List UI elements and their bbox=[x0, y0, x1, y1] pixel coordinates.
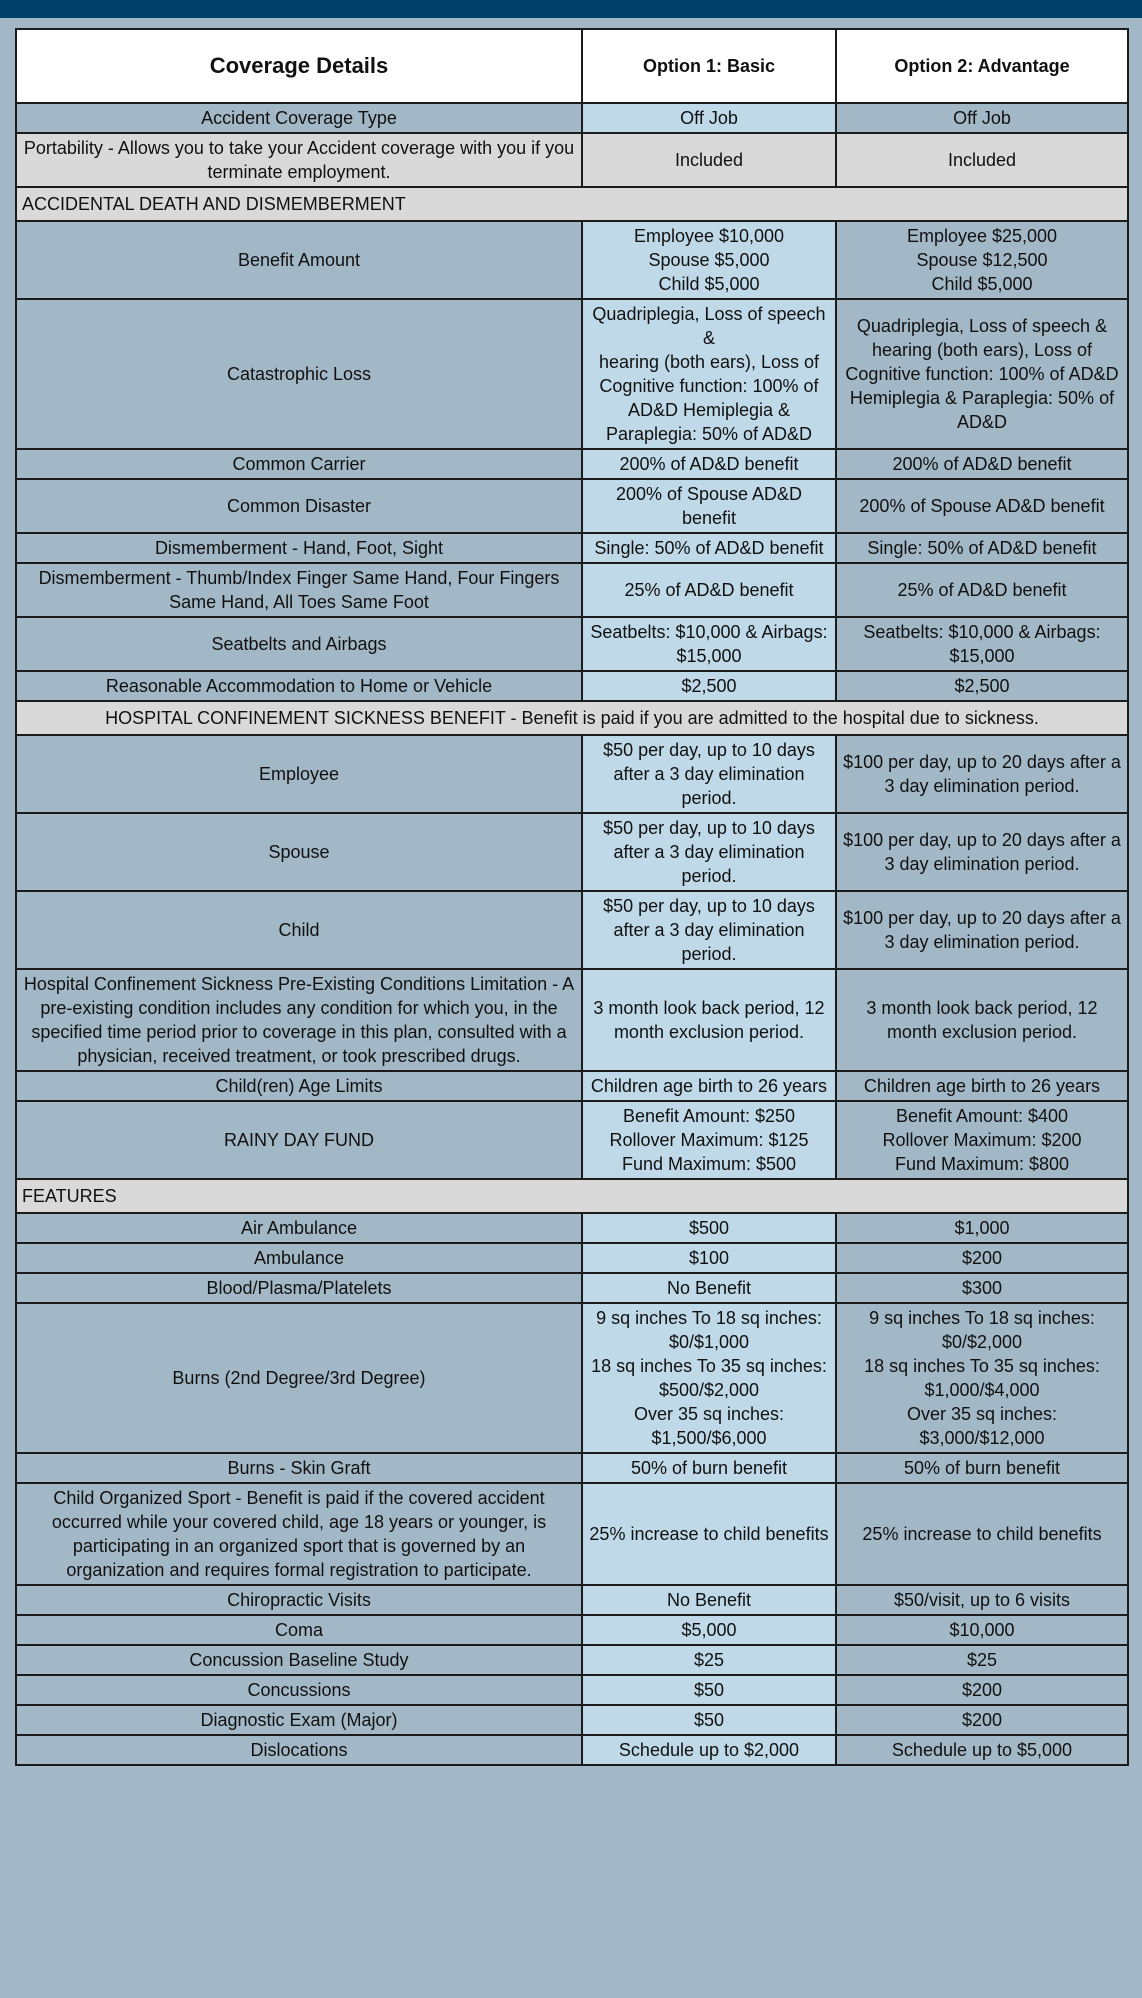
top-banner bbox=[0, 0, 1142, 18]
basic-option-cell: No Benefit bbox=[582, 1585, 836, 1615]
coverage-label-cell: Coma bbox=[16, 1615, 582, 1645]
table-row bbox=[16, 1645, 1128, 1675]
table-row bbox=[16, 1675, 1128, 1705]
table-row bbox=[16, 1243, 1128, 1273]
table-row bbox=[16, 533, 1128, 563]
coverage-label-cell: Catastrophic Loss bbox=[16, 299, 582, 449]
coverage-label-cell: Employee bbox=[16, 735, 582, 813]
coverage-label-cell: Concussion Baseline Study bbox=[16, 1645, 582, 1675]
advantage-option-cell: $100 per day, up to 20 days after a 3 day elimination period. bbox=[836, 891, 1128, 969]
advantage-option-cell: $100 per day, up to 20 days after a 3 day elimination period. bbox=[836, 813, 1128, 891]
section-header-row bbox=[16, 1179, 1128, 1213]
table-row bbox=[16, 449, 1128, 479]
table-row bbox=[16, 1615, 1128, 1645]
basic-option-cell: Included bbox=[582, 133, 836, 187]
advantage-option-cell: Included bbox=[836, 133, 1128, 187]
coverage-label-cell: Burns - Skin Graft bbox=[16, 1453, 582, 1483]
table-row bbox=[16, 891, 1128, 969]
basic-option-cell: Off Job bbox=[582, 103, 836, 133]
table-row bbox=[16, 735, 1128, 813]
advantage-option-cell: Off Job bbox=[836, 103, 1128, 133]
coverage-label-cell: Chiropractic Visits bbox=[16, 1585, 582, 1615]
table-row bbox=[16, 1735, 1128, 1765]
section-title: ACCIDENTAL DEATH AND DISMEMBERMENT bbox=[16, 187, 1128, 221]
basic-option-cell: $500 bbox=[582, 1213, 836, 1243]
basic-option-cell: $50 per day, up to 10 days after a 3 day elimination period. bbox=[582, 735, 836, 813]
coverage-label-cell: Common Disaster bbox=[16, 479, 582, 533]
coverage-label-cell: Seatbelts and Airbags bbox=[16, 617, 582, 671]
coverage-label-cell: Burns (2nd Degree/3rd Degree) bbox=[16, 1303, 582, 1453]
basic-option-cell: No Benefit bbox=[582, 1273, 836, 1303]
table-row bbox=[16, 1071, 1128, 1101]
basic-option-cell: Schedule up to $2,000 bbox=[582, 1735, 836, 1765]
coverage-table bbox=[15, 28, 1129, 1766]
basic-option-cell: $25 bbox=[582, 1645, 836, 1675]
table-header-row bbox=[16, 29, 1128, 103]
coverage-label-cell: Dismemberment - Hand, Foot, Sight bbox=[16, 533, 582, 563]
table-row bbox=[16, 813, 1128, 891]
advantage-option-cell: 25% of AD&D benefit bbox=[836, 563, 1128, 617]
coverage-label-cell: Diagnostic Exam (Major) bbox=[16, 1705, 582, 1735]
coverage-label-cell: Accident Coverage Type bbox=[16, 103, 582, 133]
table-row bbox=[16, 1213, 1128, 1243]
table-row bbox=[16, 969, 1128, 1071]
coverage-label-cell: Child Organized Sport - Benefit is paid if the covered accident occurred while your covered child, age 18 years or younger, is participating in an organized sport that is governed by an organization and requires formal registration to participate. bbox=[16, 1483, 582, 1585]
advantage-option-cell: $300 bbox=[836, 1273, 1128, 1303]
table-row bbox=[16, 617, 1128, 671]
advantage-option-cell: 200% of AD&D benefit bbox=[836, 449, 1128, 479]
coverage-label-cell: Common Carrier bbox=[16, 449, 582, 479]
table-row bbox=[16, 221, 1128, 299]
table-body bbox=[16, 103, 1128, 1765]
advantage-option-cell: $2,500 bbox=[836, 671, 1128, 701]
advantage-option-cell: $200 bbox=[836, 1675, 1128, 1705]
coverage-label-cell: Blood/Plasma/Platelets bbox=[16, 1273, 582, 1303]
coverage-label-cell: Air Ambulance bbox=[16, 1213, 582, 1243]
table-row bbox=[16, 563, 1128, 617]
basic-option-cell: $100 bbox=[582, 1243, 836, 1273]
basic-option-cell: Seatbelts: $10,000 & Airbags: $15,000 bbox=[582, 617, 836, 671]
advantage-option-cell: 200% of Spouse AD&D benefit bbox=[836, 479, 1128, 533]
basic-option-cell: 200% of Spouse AD&D benefit bbox=[582, 479, 836, 533]
table-row bbox=[16, 1453, 1128, 1483]
advantage-option-cell: $1,000 bbox=[836, 1213, 1128, 1243]
basic-option-cell: Employee $10,000 Spouse $5,000 Child $5,000 bbox=[582, 221, 836, 299]
advantage-option-cell: Benefit Amount: $400 Rollover Maximum: $200 Fund Maximum: $800 bbox=[836, 1101, 1128, 1179]
coverage-label-cell: RAINY DAY FUND bbox=[16, 1101, 582, 1179]
section-header-row bbox=[16, 701, 1128, 735]
coverage-label-cell: Child bbox=[16, 891, 582, 969]
advantage-option-cell: Children age birth to 26 years bbox=[836, 1071, 1128, 1101]
basic-option-cell: $50 per day, up to 10 days after a 3 day elimination period. bbox=[582, 813, 836, 891]
basic-option-cell: $50 bbox=[582, 1705, 836, 1735]
table-row bbox=[16, 299, 1128, 449]
table-row bbox=[16, 479, 1128, 533]
header-option-basic: Option 1: Basic bbox=[582, 29, 836, 103]
coverage-label-cell: Spouse bbox=[16, 813, 582, 891]
section-title: HOSPITAL CONFINEMENT SICKNESS BENEFIT - Benefit is paid if you are admitted to the hospital due to sickness. bbox=[16, 701, 1128, 735]
advantage-option-cell: $200 bbox=[836, 1243, 1128, 1273]
coverage-label-cell: Portability - Allows you to take your Accident coverage with you if you terminate employment. bbox=[16, 133, 582, 187]
coverage-label-cell: Child(ren) Age Limits bbox=[16, 1071, 582, 1101]
coverage-label-cell: Dislocations bbox=[16, 1735, 582, 1765]
advantage-option-cell: Employee $25,000 Spouse $12,500 Child $5,000 bbox=[836, 221, 1128, 299]
basic-option-cell: 25% of AD&D benefit bbox=[582, 563, 836, 617]
table-row bbox=[16, 1101, 1128, 1179]
coverage-label-cell: Benefit Amount bbox=[16, 221, 582, 299]
basic-option-cell: $5,000 bbox=[582, 1615, 836, 1645]
table-row bbox=[16, 103, 1128, 133]
coverage-label-cell: Hospital Confinement Sickness Pre-Existing Conditions Limitation - A pre-existing condition includes any condition for which you, in the specified time period prior to coverage in this plan, consulted with a physician, received treatment, or took prescribed drugs. bbox=[16, 969, 582, 1071]
basic-option-cell: $50 bbox=[582, 1675, 836, 1705]
table-row bbox=[16, 1273, 1128, 1303]
coverage-label-cell: Concussions bbox=[16, 1675, 582, 1705]
advantage-option-cell: Schedule up to $5,000 bbox=[836, 1735, 1128, 1765]
advantage-option-cell: $50/visit, up to 6 visits bbox=[836, 1585, 1128, 1615]
basic-option-cell: Quadriplegia, Loss of speech & hearing (both ears), Loss of Cognitive function: 100% of AD&D Hemiplegia & Paraplegia: 50% of AD&D bbox=[582, 299, 836, 449]
basic-option-cell: 50% of burn benefit bbox=[582, 1453, 836, 1483]
table-row bbox=[16, 133, 1128, 187]
basic-option-cell: Children age birth to 26 years bbox=[582, 1071, 836, 1101]
advantage-option-cell: 50% of burn benefit bbox=[836, 1453, 1128, 1483]
basic-option-cell: $50 per day, up to 10 days after a 3 day elimination period. bbox=[582, 891, 836, 969]
table-row bbox=[16, 1585, 1128, 1615]
header-coverage-details: Coverage Details bbox=[16, 29, 582, 103]
advantage-option-cell: Single: 50% of AD&D benefit bbox=[836, 533, 1128, 563]
coverage-label-cell: Reasonable Accommodation to Home or Vehicle bbox=[16, 671, 582, 701]
table-row bbox=[16, 671, 1128, 701]
advantage-option-cell: Seatbelts: $10,000 & Airbags: $15,000 bbox=[836, 617, 1128, 671]
advantage-option-cell: Quadriplegia, Loss of speech & hearing (both ears), Loss of Cognitive function: 100% of AD&D Hemiplegia & Paraplegia: 50% of AD&D bbox=[836, 299, 1128, 449]
header-option-advantage: Option 2: Advantage bbox=[836, 29, 1128, 103]
advantage-option-cell: 25% increase to child benefits bbox=[836, 1483, 1128, 1585]
advantage-option-cell: 3 month look back period, 12 month exclusion period. bbox=[836, 969, 1128, 1071]
basic-option-cell: $2,500 bbox=[582, 671, 836, 701]
coverage-label-cell: Dismemberment - Thumb/Index Finger Same Hand, Four Fingers Same Hand, All Toes Same Foot bbox=[16, 563, 582, 617]
section-header-row bbox=[16, 187, 1128, 221]
basic-option-cell: 3 month look back period, 12 month exclusion period. bbox=[582, 969, 836, 1071]
section-title: FEATURES bbox=[16, 1179, 1128, 1213]
basic-option-cell: 25% increase to child benefits bbox=[582, 1483, 836, 1585]
basic-option-cell: 9 sq inches To 18 sq inches: $0/$1,000 18 sq inches To 35 sq inches: $500/$2,000 Over 35 sq inches: $1,500/$6,000 bbox=[582, 1303, 836, 1453]
advantage-option-cell: $100 per day, up to 20 days after a 3 day elimination period. bbox=[836, 735, 1128, 813]
table-row bbox=[16, 1303, 1128, 1453]
advantage-option-cell: $10,000 bbox=[836, 1615, 1128, 1645]
basic-option-cell: Benefit Amount: $250 Rollover Maximum: $125 Fund Maximum: $500 bbox=[582, 1101, 836, 1179]
advantage-option-cell: $25 bbox=[836, 1645, 1128, 1675]
coverage-label-cell: Ambulance bbox=[16, 1243, 582, 1273]
table-row bbox=[16, 1483, 1128, 1585]
table-row bbox=[16, 1705, 1128, 1735]
advantage-option-cell: $200 bbox=[836, 1705, 1128, 1735]
advantage-option-cell: 9 sq inches To 18 sq inches: $0/$2,000 18 sq inches To 35 sq inches: $1,000/$4,000 Over 35 sq inches: $3,000/$12,000 bbox=[836, 1303, 1128, 1453]
basic-option-cell: Single: 50% of AD&D benefit bbox=[582, 533, 836, 563]
basic-option-cell: 200% of AD&D benefit bbox=[582, 449, 836, 479]
